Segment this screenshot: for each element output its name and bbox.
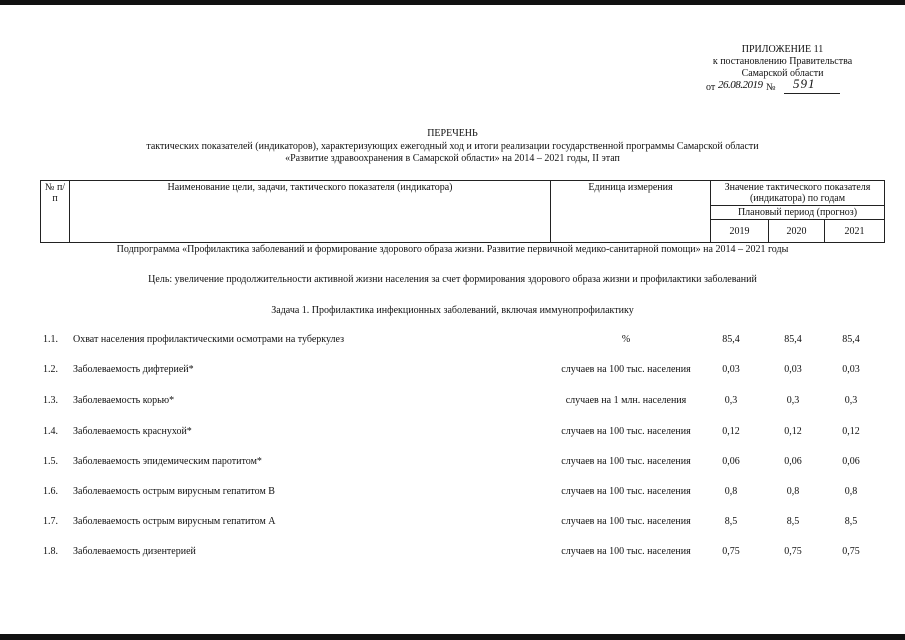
row-value-2019: 8,5: [724, 516, 738, 527]
row-number: 1.7.: [43, 516, 58, 527]
row-number: 1.5.: [43, 456, 58, 467]
row-unit: случаев на 100 тыс. населения: [561, 364, 691, 375]
row-value-2019: 0,06: [722, 456, 740, 467]
document-title: ПЕРЕЧЕНЬ: [427, 128, 478, 139]
header-planned-period-cell: Плановый период (прогноз): [711, 206, 885, 220]
row-number: 1.2.: [43, 364, 58, 375]
appendix-region-line: Самарской области: [741, 68, 824, 79]
row-indicator-name: Заболеваемость дифтерией*: [73, 364, 194, 375]
appendix-block: [660, 44, 905, 95]
table-row: [0, 394, 905, 408]
row-value-2021: 85,4: [842, 334, 860, 345]
header-number-cell: № п/п: [41, 181, 70, 243]
row-unit: случаев на 100 тыс. населения: [561, 456, 691, 467]
row-number: 1.6.: [43, 486, 58, 497]
table-row: [0, 545, 905, 559]
date-prefix: от: [706, 82, 716, 93]
row-value-2020: 0,8: [786, 486, 800, 497]
scan-edge-bottom: [0, 634, 905, 640]
appendix-title: ПРИЛОЖЕНИЕ 11: [741, 44, 824, 55]
row-indicator-name: Заболеваемость острым вирусным гепатитом В: [73, 486, 275, 497]
row-value-2021: 8,5: [844, 516, 858, 527]
number-sign: №: [766, 82, 776, 93]
header-unit-cell: Единица измерения: [551, 181, 711, 243]
row-value-2021: 0,75: [842, 546, 860, 557]
header-year-2019: 2019: [711, 220, 769, 243]
row-value-2020: 0,75: [784, 546, 802, 557]
goal-heading: Цель: увеличение продолжительности активной жизни населения за счет формирования здорового образа жизни и профилактики заболеваний: [148, 274, 757, 285]
number-underline: [784, 93, 840, 94]
row-value-2019: 0,12: [722, 426, 740, 437]
row-value-2020: 0,3: [786, 395, 800, 406]
row-value-2021: 0,8: [844, 486, 858, 497]
header-year-2020: 2020: [769, 220, 825, 243]
row-value-2020: 85,4: [784, 334, 802, 345]
row-number: 1.1.: [43, 334, 58, 345]
row-unit: случаев на 100 тыс. населения: [561, 486, 691, 497]
row-unit: случаев на 1 млн. населения: [565, 395, 687, 406]
scan-edge-top: [0, 0, 905, 5]
row-number: 1.8.: [43, 546, 58, 557]
row-value-2021: 0,06: [842, 456, 860, 467]
row-indicator-name: Охват населения профилактическими осмотрами на туберкулез: [73, 334, 345, 345]
document-subtitle-line-2: «Развитие здравоохранения в Самарской области» на 2014 – 2021 годы, II этап: [285, 153, 620, 164]
row-value-2021: 0,3: [844, 395, 858, 406]
row-value-2019: 0,03: [722, 364, 740, 375]
row-value-2019: 0,8: [724, 486, 738, 497]
row-unit: случаев на 100 тыс. населения: [561, 426, 691, 437]
row-value-2020: 0,03: [784, 364, 802, 375]
header-value-line-2: (индикатора) по годам: [749, 193, 846, 204]
header-year-2021: 2021: [825, 220, 885, 243]
task-heading: Задача 1. Профилактика инфекционных заболеваний, включая иммунопрофилактику: [271, 305, 634, 316]
row-number: 1.3.: [43, 395, 58, 406]
row-indicator-name: Заболеваемость дизентерией: [73, 546, 196, 557]
indicator-table-header: [40, 180, 885, 243]
row-value-2019: 85,4: [722, 334, 740, 345]
row-indicator-name: Заболеваемость корью*: [73, 395, 175, 406]
row-number: 1.4.: [43, 426, 58, 437]
table-row: [0, 515, 905, 529]
row-unit: случаев на 100 тыс. населения: [561, 546, 691, 557]
row-value-2020: 0,12: [784, 426, 802, 437]
header-value-line-1: Значение тактического показателя: [724, 182, 871, 193]
row-indicator-name: Заболеваемость эпидемическим паротитом*: [73, 456, 262, 467]
row-value-2019: 0,3: [724, 395, 738, 406]
handwritten-date: 26.08.2019: [718, 79, 763, 91]
table-row: [0, 333, 905, 347]
table-row: [0, 455, 905, 469]
row-unit: случаев на 100 тыс. населения: [561, 516, 691, 527]
handwritten-number: 591: [793, 76, 816, 91]
subprogram-heading: Подпрограмма «Профилактика заболеваний и формирование здорового образа жизни. Развитие первичной медико-санитарной помощи» на 2014 – 2021 годы: [116, 244, 789, 255]
row-indicator-name: Заболеваемость острым вирусным гепатитом А: [73, 516, 276, 527]
header-name-cell: Наименование цели, задачи, тактического показателя (индикатора): [70, 181, 551, 243]
row-indicator-name: Заболеваемость краснухой*: [73, 426, 192, 437]
row-value-2020: 8,5: [786, 516, 800, 527]
row-value-2021: 0,12: [842, 426, 860, 437]
header-value-cell: [711, 181, 885, 206]
row-unit: %: [621, 334, 631, 345]
document-subtitle-line-1: тактических показателей (индикаторов), характеризующих ежегодный ход и итоги реализации государственной программы Самарской области: [146, 141, 759, 152]
table-row: [0, 425, 905, 439]
row-value-2020: 0,06: [784, 456, 802, 467]
row-value-2021: 0,03: [842, 364, 860, 375]
appendix-date-number-line: [660, 76, 905, 95]
row-value-2019: 0,75: [722, 546, 740, 557]
appendix-resolution-line: к постановлению Правительства: [712, 56, 853, 67]
table-row: [0, 363, 905, 377]
table-row: [0, 485, 905, 499]
